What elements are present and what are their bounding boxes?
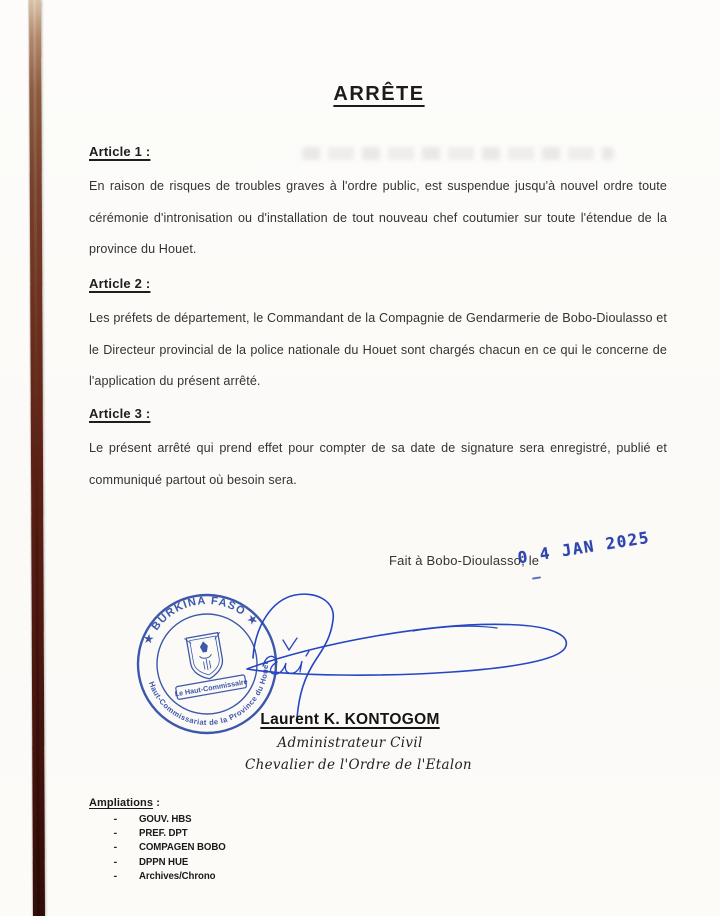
signature-scribble	[263, 651, 309, 674]
article-1-heading: Article 1 :	[89, 144, 151, 159]
list-item-label: COMPAGEN BOBO	[139, 841, 226, 854]
page-title-text: ARRÊTE	[333, 83, 425, 105]
article-1-body: En raison de risques de troubles graves à l'ordre public, est suspendue jusqu'à nouvel ordre toute cérémonie d'intronisation ou d'installation de tout nouveau chef coutumier sur toute l'étendue de la province du Houet.	[89, 179, 667, 256]
seal-top-text: ★ BURKINA FASO ★	[141, 594, 261, 647]
bleed-through-smudge	[302, 147, 614, 160]
seal-bottom-text: Haut-Commissariat de la Province du Houet	[146, 661, 271, 728]
list-dash: -	[113, 841, 117, 854]
list-item	[89, 840, 233, 854]
ampliations-list	[89, 812, 233, 883]
signatory-block	[245, 711, 472, 773]
list-item	[89, 855, 233, 869]
list-item-label: PREF. DPT	[139, 827, 188, 840]
signatory-name: Laurent K. KONTOGOM	[260, 711, 440, 728]
signature-stroke	[233, 583, 573, 723]
date-stamp-stray-mark	[532, 576, 541, 579]
signatory-title-1: Administrateur Civil	[277, 735, 423, 751]
ampliations-section	[89, 797, 233, 883]
coat-of-arms-icon	[184, 632, 227, 682]
list-item	[89, 812, 233, 826]
list-dash: -	[113, 869, 117, 882]
dateline-label: Fait à Bobo-Dioulasso, le	[389, 553, 540, 568]
list-dash: -	[113, 827, 117, 840]
article-3-body: Le présent arrêté qui prend effet pour compter de sa date de signature sera enregistré, publié et communiqué partout où besoin sera.	[89, 441, 667, 487]
signature-retrace	[413, 626, 497, 631]
article-3-heading: Article 3 :	[89, 406, 151, 421]
article-2-body: Les préfets de département, le Commandant de la Compagnie de Gendarmerie de Bobo-Dioulasso et le Directeur provincial de la police nationale du Houet sont chargés chacun en ce qui le concerne de l'application du présent arrêté.	[89, 311, 667, 388]
list-dash: -	[113, 813, 117, 825]
binding-edge	[29, 0, 45, 916]
signature-hook	[283, 638, 297, 650]
signature-loop	[247, 624, 566, 675]
seal-banner-text: Le Haut-Commissaire	[173, 676, 249, 699]
list-item-label: DPPN HUE	[139, 855, 189, 868]
list-item-label: Archives/Chrono	[139, 869, 216, 882]
date-stamp: 0 4 JAN 2025	[516, 527, 652, 568]
list-dash: -	[113, 855, 117, 868]
signature-flourish	[253, 594, 333, 718]
page-title	[90, 83, 668, 106]
list-item	[89, 826, 233, 840]
list-item-label: GOUV. HBS	[139, 813, 192, 825]
article-2-heading: Article 2 :	[89, 276, 151, 291]
list-item	[89, 869, 233, 883]
signatory-title-2: Chevalier de l'Ordre de l'Etalon	[245, 757, 472, 773]
ampliations-heading: Ampliations :	[89, 797, 160, 809]
